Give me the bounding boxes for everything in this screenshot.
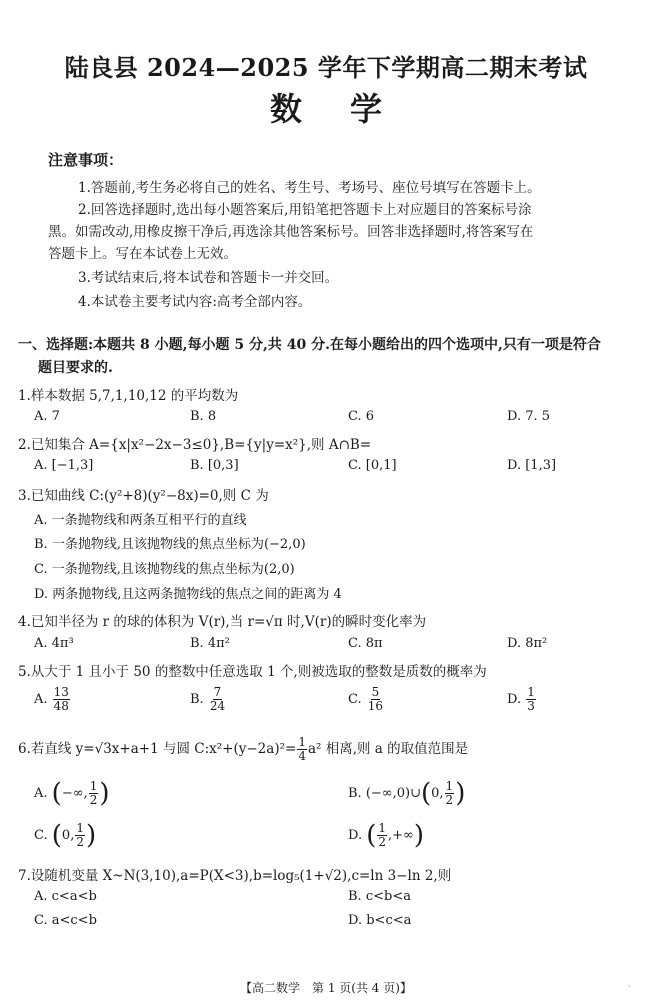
q4-option-a: A. 4π³ <box>34 636 74 651</box>
note-line-3: 黑。如需改动,用橡皮擦干净后,再选涂其他答案标号。回答非选择题时,将答案写在 <box>48 224 534 240</box>
q6-stem-part-2: a² 相离,则 a 的取值范围是 <box>307 741 469 757</box>
right-paren-glyph: ) <box>85 820 97 851</box>
q6-b-denominator: 2 <box>445 793 454 807</box>
q5-option-c-fraction <box>367 686 384 713</box>
q6-option-d <box>348 822 424 849</box>
q5-b-denominator: 24 <box>209 699 226 713</box>
q6-option-c-text: 0, <box>61 828 75 843</box>
q6-option-a-text: −∞, <box>61 786 88 801</box>
q4-option-d: D. 8π² <box>507 636 548 651</box>
q6-stem-numerator: 1 <box>298 735 306 749</box>
section-heading-line-1: 一、选择题:本题共 8 小题,每小题 5 分,共 40 分.在每小题给出的四个选项中,只有一项是符合 <box>18 337 601 353</box>
note-line-6: 4.本试卷主要考试内容:高考全部内容。 <box>78 294 312 310</box>
q6-a-denominator: 2 <box>89 793 98 807</box>
q5-c-numerator: 5 <box>371 685 380 699</box>
q5-option-d <box>507 686 537 713</box>
q6-option-b-fraction <box>445 780 455 807</box>
q6-d-denominator: 2 <box>378 835 387 849</box>
q6-a-numerator: 1 <box>89 779 98 793</box>
q6-stem-denominator: 4 <box>298 749 306 763</box>
q3-stem: 3.已知曲线 C:(y²+8)(y²−8x)=0,则 C 为 <box>18 488 269 504</box>
q5-a-numerator: 13 <box>53 685 69 699</box>
q2-option-a: A. [−1,3] <box>34 458 94 473</box>
q5-b-numerator: 7 <box>213 685 222 699</box>
q4-option-c: C. 8π <box>348 636 383 651</box>
q6-option-b <box>348 780 465 807</box>
q6-d-numerator: 1 <box>378 821 387 835</box>
notes-heading: 注意事项： <box>48 151 124 169</box>
subject-title: 数学 <box>269 90 430 128</box>
q6-stem-fraction <box>297 736 307 763</box>
left-paren-glyph: ( <box>366 820 377 851</box>
q6-option-c-fraction <box>75 822 85 849</box>
q6-option-d-text: ,+∞ <box>388 828 414 843</box>
q5-option-a <box>34 686 71 713</box>
q2-stem: 2.已知集合 A={x|x²−2x−3≤0},B={y|y=x²},则 A∩B= <box>18 437 372 453</box>
q4-stem: 4.已知半径为 r 的球的体积为 V(r),当 r=√π 时,V(r)的瞬时变化率为 <box>18 614 427 630</box>
q3-option-d: D. 两条抛物线,且这两条抛物线的焦点之间的距离为 4 <box>34 587 342 602</box>
q7-option-d: D. b<c<a <box>348 913 412 928</box>
note-line-4: 答题卡上。写在本试卷上无效。 <box>48 246 237 262</box>
q7-option-a: A. c<a<b <box>34 889 97 904</box>
q7-stem: 7.设随机变量 X~N(3,10),a=P(X<3),b=log₅(1+√2),c=ln 3−ln 2,则 <box>18 868 452 884</box>
q2-option-c: C. [0,1] <box>348 458 397 473</box>
q5-stem: 5.从大于 1 且小于 50 的整数中任意选取 1 个,则被选取的整数是质数的概率为 <box>18 664 487 680</box>
q2-option-b: B. [0,3] <box>190 458 239 473</box>
q6-option-b-text: 0, <box>431 786 444 801</box>
q6-option-a <box>34 780 109 807</box>
q6-option-c-label: C. <box>34 828 48 843</box>
q5-a-denominator: 48 <box>53 699 69 713</box>
q5-option-d-label: D. <box>507 692 522 707</box>
q6-option-a-label: A. <box>34 786 48 801</box>
q5-c-denominator: 16 <box>367 699 384 713</box>
q1-stem: 1.样本数据 5,7,1,10,12 的平均数为 <box>18 388 239 404</box>
q1-option-d: D. 7. 5 <box>507 409 551 424</box>
q2-option-d: D. [1,3] <box>507 458 557 473</box>
note-line-2: 2.回答选择题时,选出每小题答案后,用铅笔把答题卡上对应题目的答案标号涂 <box>78 202 532 218</box>
q6-stem <box>18 736 468 763</box>
q7-option-b: B. c<b<a <box>348 889 411 904</box>
q7-option-c: C. a<c<b <box>34 913 97 928</box>
q1-option-c: C. 6 <box>348 409 375 424</box>
q6-option-a-fraction <box>89 780 99 807</box>
note-line-5: 3.考试结束后,将本试卷和答题卡一并交回。 <box>78 270 339 286</box>
corner-mark: · <box>628 982 631 991</box>
left-paren-glyph: ( <box>51 820 62 851</box>
q5-d-numerator: 1 <box>527 685 535 699</box>
q3-option-b: B. 一条抛物线,且该抛物线的焦点坐标为(−2,0) <box>34 537 306 552</box>
q5-option-b-fraction <box>209 686 226 713</box>
q3-option-a: A. 一条抛物线和两条互相平行的直线 <box>34 513 247 528</box>
section-heading-line-2: 题目要求的. <box>38 360 113 376</box>
exam-title: 陆良县 2024—2025 学年下学期高二期末考试 <box>64 53 588 82</box>
q1-option-a: A. 7 <box>34 409 60 424</box>
q5-option-d-fraction <box>526 686 536 713</box>
note-line-1: 1.答题前,考生务必将自己的姓名、考生号、考场号、座位号填写在答题卡上。 <box>78 180 541 196</box>
right-paren-glyph: ) <box>99 778 110 809</box>
q5-option-a-label: A. <box>34 692 48 707</box>
q4-option-b: B. 4π² <box>190 636 230 651</box>
q5-option-c <box>348 686 385 713</box>
q5-option-c-label: C. <box>348 692 362 707</box>
q6-option-c <box>34 822 96 849</box>
left-paren-glyph: ( <box>420 778 432 809</box>
q5-option-b <box>190 686 227 713</box>
q1-option-b: B. 8 <box>190 409 217 424</box>
q6-option-d-fraction <box>377 822 387 849</box>
q5-option-b-label: B. <box>190 692 204 707</box>
page-footer: 【高二数学 第 1 页(共 4 页)】 <box>240 981 412 995</box>
q6-option-b-label: B. (−∞,0)∪ <box>348 786 421 801</box>
q6-c-numerator: 1 <box>76 821 84 835</box>
q6-b-numerator: 1 <box>445 779 454 793</box>
q6-c-denominator: 2 <box>76 835 84 849</box>
left-paren-glyph: ( <box>51 778 62 809</box>
q6-option-d-label: D. <box>348 828 363 843</box>
right-paren-glyph: ) <box>455 778 466 809</box>
q6-stem-part-1: 6.若直线 y=√3x+a+1 与圆 C:x²+(y−2a)²= <box>18 741 297 757</box>
q3-option-c: C. 一条抛物线,且该抛物线的焦点坐标为(2,0) <box>34 562 295 577</box>
q5-option-a-fraction <box>53 686 70 713</box>
right-paren-glyph: ) <box>413 820 425 851</box>
q5-d-denominator: 3 <box>527 699 535 713</box>
